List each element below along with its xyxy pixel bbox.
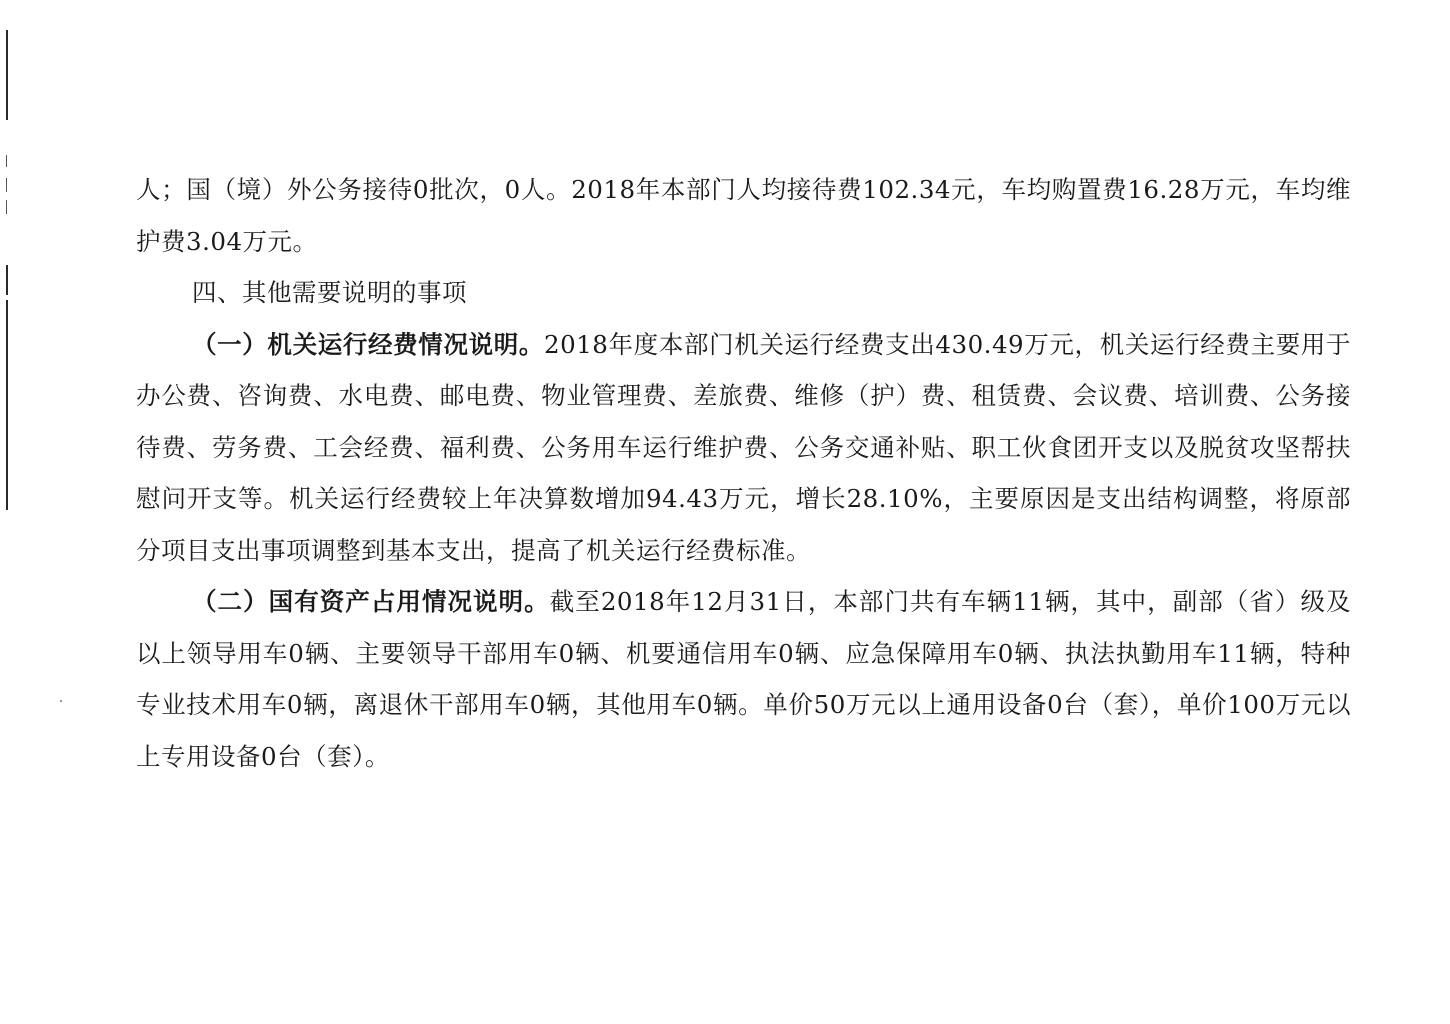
paragraph-state-assets (136, 576, 1351, 782)
paragraph-operating-funds (136, 319, 1351, 577)
subsection-title-operating-funds: （一）机关运行经费情况说明。 (192, 329, 545, 359)
subsection-body-state-assets: 截至2018年12月31日，本部门共有车辆11辆，其中，副部（省）级及以上领导用车0辆、主要领导干部用车0辆、机要通信用车0辆、应急保障用车0辆、执法执勤用车11辆，特种专业技术用车0辆，离退休干部用车0辆，其他用车0辆。单价50万元以上通用设备0台（套），单价100万元以上专用设备0台（套）。 (136, 587, 1352, 771)
scan-edge-mark (6, 155, 7, 167)
subsection-title-state-assets: （二）国有资产占用情况说明。 (192, 587, 550, 616)
scan-edge-mark (6, 265, 8, 295)
paragraph-reception-stats: 人；国（境）外公务接待0批次，0人。2018年本部门人均接待费102.34元，车均购置费16.28万元，车均维护费3.04万元。 (136, 175, 1351, 256)
section-heading: 四、其他需要说明的事项 (192, 278, 467, 307)
document-body (136, 164, 1351, 782)
subsection-body-operating-funds: 2018年度本部门机关运行经费支出430.49万元，机关运行经费主要用于办公费、咨询费、水电费、邮电费、物业管理费、差旅费、维修（护）费、租赁费、会议费、培训费、公务接待费、劳务费、工会经费、福利费、公务用车运行维护费、公务交通补贴、职工伙食团开支以及脱贫攻坚帮扶慰问开支等。机关运行经费较上年决算数增加94.43万元，增长28.10%，主要原因是支出结构调整，将原部分项目支出事项调整到基本支出，提高了机关运行经费标准。 (136, 329, 1352, 565)
scan-dust (60, 700, 62, 702)
scan-edge-mark (6, 300, 8, 510)
scan-edge-mark (6, 178, 7, 192)
scan-edge-mark (6, 200, 7, 214)
scan-edge-mark (6, 30, 8, 120)
